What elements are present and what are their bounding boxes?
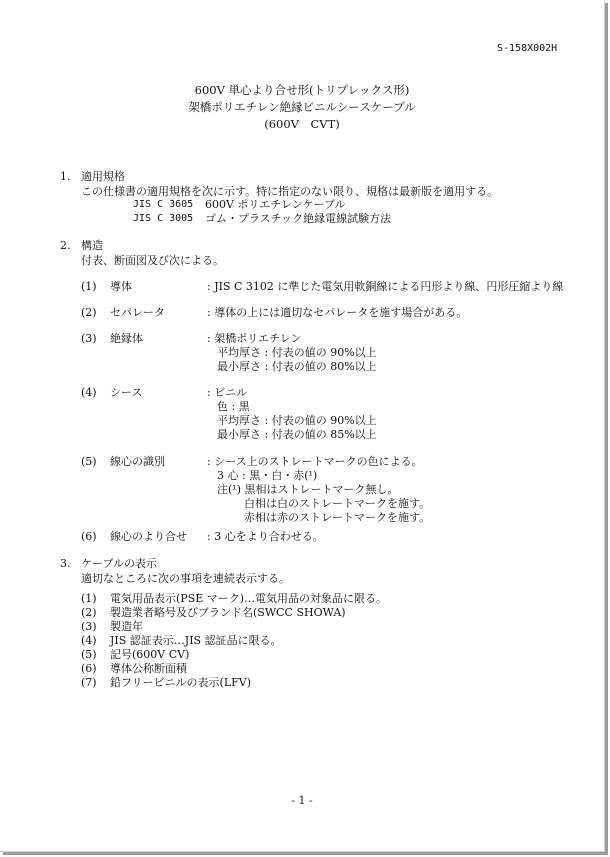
document-id: S-158X002H xyxy=(497,43,558,54)
section-1-number: 1. xyxy=(60,170,71,183)
item-text: : 3 心をより合わせる。 xyxy=(207,530,324,543)
item-label-core-identification: 線心の識別 xyxy=(110,455,165,468)
item-number: (2) xyxy=(81,306,97,319)
note-text: 注(¹) 黒相はストレートマーク無し。 xyxy=(217,483,399,496)
title-line-1: 600V 単心より合せ形(トリプレックス形) xyxy=(194,83,410,97)
item-label-stranding: 線心のより合せ xyxy=(110,530,187,543)
item-text: 平均厚さ : 付表の値の 90%以上 xyxy=(217,414,377,427)
section-2-number: 2. xyxy=(60,239,71,252)
list-item: 製造業者略号及びブランド名(SWCC SHOWA) xyxy=(110,606,346,619)
list-item-number: (6) xyxy=(81,662,97,675)
item-text: : JIS C 3102 に準じた電気用軟銅線による円形より線、円形圧縮より線 xyxy=(207,280,564,293)
item-text: : シース上のストレートマークの色による。 xyxy=(207,455,423,468)
note-text: 赤相は赤のストレートマークを施す。 xyxy=(244,511,431,524)
item-text: : 架橋ポリエチレン xyxy=(207,332,302,345)
note-text: 白相は白のストレートマークを施す。 xyxy=(244,497,431,510)
section-1-intro: この仕様書の適用規格を次に示す。特に指定のない限り、規格は最新版を適用する。 xyxy=(81,185,499,198)
list-item-number: (3) xyxy=(81,620,97,633)
list-item-number: (2) xyxy=(81,606,97,619)
item-number: (3) xyxy=(81,332,97,345)
list-item-number: (7) xyxy=(81,676,97,689)
standard-name: 600V ポリエチレンケーブル xyxy=(205,198,346,211)
list-item: 記号(600V CV) xyxy=(110,648,190,661)
standard-code: JIS C 3005 xyxy=(133,213,194,224)
item-number: (5) xyxy=(81,455,97,468)
item-text: 最小厚さ : 付表の値の 80%以上 xyxy=(217,360,377,373)
item-text: 平均厚さ : 付表の値の 90%以上 xyxy=(217,346,377,359)
item-text: : 導体の上には適切なセパレータを施す場合がある。 xyxy=(207,306,468,319)
section-3-number: 3. xyxy=(60,557,71,570)
item-label-sheath: シース xyxy=(110,386,143,399)
list-item-number: (4) xyxy=(81,634,97,647)
item-text: 3 心 : 黒・白・赤(¹) xyxy=(217,469,318,482)
item-number: (6) xyxy=(81,530,97,543)
list-item: 鉛フリービニルの表示(LFV) xyxy=(110,676,252,689)
standard-name: ゴム・プラスチック絶縁電線試験方法 xyxy=(205,212,392,225)
section-2-intro: 付表、断面図及び次による。 xyxy=(81,254,224,267)
list-item: 電気用品表示(PSE マーク)…電気用品の対象品に限る。 xyxy=(110,592,388,605)
item-number: (4) xyxy=(81,386,97,399)
item-text: 色 : 黒 xyxy=(217,400,250,413)
item-number: (1) xyxy=(81,280,97,293)
item-label-separator: セパレータ xyxy=(110,306,165,319)
title-line-3: (600V CVT) xyxy=(264,117,340,131)
item-label-conductor: 導体 xyxy=(110,280,132,293)
list-item-number: (5) xyxy=(81,648,97,661)
item-text: : ビニル xyxy=(207,386,248,399)
standard-code: JIS C 3605 xyxy=(133,199,194,210)
title-line-2: 架橋ポリエチレン絶縁ビニルシースケーブル xyxy=(188,100,416,114)
page-number: - 1 - xyxy=(291,794,313,807)
section-3-intro: 適切なところに次の事項を連続表示する。 xyxy=(81,572,290,585)
section-2-heading: 構造 xyxy=(81,239,103,252)
list-item-number: (1) xyxy=(81,592,97,605)
item-text: 最小厚さ : 付表の値の 85%以上 xyxy=(217,428,377,441)
item-label-insulation: 絶縁体 xyxy=(110,332,143,345)
list-item: 製造年 xyxy=(110,620,143,633)
section-1-heading: 適用規格 xyxy=(81,170,125,183)
list-item: 導体公称断面積 xyxy=(110,662,187,675)
list-item: JIS 認証表示…JIS 認証品に限る。 xyxy=(110,634,282,647)
section-3-heading: ケーブルの表示 xyxy=(81,557,158,570)
